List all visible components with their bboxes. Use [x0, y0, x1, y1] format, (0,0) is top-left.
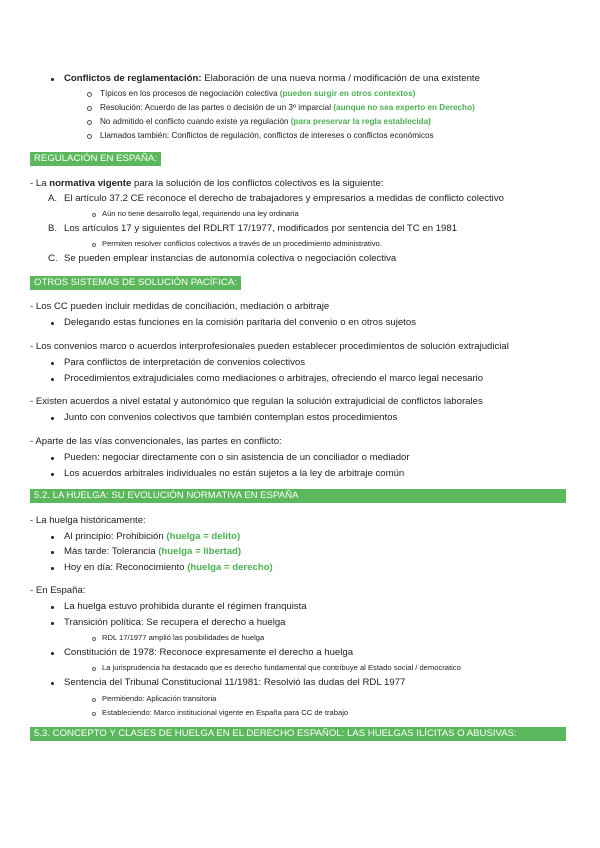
bullet-hoy-en-dia [64, 561, 273, 575]
paragraph-convenios-marco: - Los convenios marco o acuerdos interprofesionales pueden establecer procedimientos de solución extrajudicial [30, 341, 509, 352]
bullet-junto-convenios: Junto con convenios colectivos que también contemplan estos procedimientos [64, 412, 398, 423]
section-heading-otros-sistemas: OTROS SISTEMAS DE SOLUCIÓN PACÍFICA: [30, 276, 241, 290]
term-normativa-vigente: normativa vigente [49, 178, 132, 189]
bullet-conflictos-interpretacion: Para conflictos de interpretación de convenios colectivos [64, 357, 306, 368]
text-no-admitido: No admitido el conflicto cuando existe ya regulación [100, 117, 291, 126]
sub-item-jurisprudencia: La jurisprudencia ha destacado que es derecho fundamental que contribuye al Estado social / democratico [102, 661, 461, 675]
note-no-admitido: (para preservar la regla establecida) [290, 117, 431, 126]
list-marker-b: B. [48, 223, 58, 234]
bullet-comision-paritaria: Delegando estas funciones en la comisión paritaria del convenio o en otros sujetos [64, 317, 416, 328]
section-heading-regulacion: REGULACIÓN EN ESPAÑA: [30, 152, 161, 166]
sub-item-resolucion [100, 101, 475, 115]
bullet-procedimientos-extrajudiciales: Procedimientos extrajudiciales como mediaciones o arbitrajes, ofreciendo el marco legal necesario [64, 373, 484, 384]
sub-item-tipicos [100, 87, 415, 101]
text-llamados: Llamados también: Conflictos de regulación, conflictos de intereses o conflictos económicos [100, 131, 434, 140]
paragraph-normativa-vigente [30, 177, 384, 191]
bullet-transicion-politica: Transición política: Se recupera el derecho a huelga [64, 617, 286, 628]
section-heading-concepto-clases: 5.3. CONCEPTO Y CLASES DE HUELGA EN EL DERECHO ESPAÑOL: LAS HUELGAS ILÍCITAS O ABUSIVAS: [30, 727, 566, 741]
paragraph-aparte-vias: - Aparte de las vías convencionales, las partes en conflicto: [30, 436, 282, 447]
text-rest: para la solución de los conflictos colectivos es la siguiente: [131, 178, 384, 189]
bullet-huelga-prohibida: La huelga estuvo prohibida durante el régimen franquista [64, 601, 307, 612]
sub-item-rdl-1977: RDL 17/1977 amplió las posibilidades de huelga [102, 631, 264, 645]
bullet-constitucion-1978: Constitución de 1978: Reconoce expresamente el derecho a huelga [64, 647, 354, 658]
text-conflictos-reglamentacion: Elaboración de una nueva norma / modificación de una existente [201, 73, 480, 84]
bullet-conflictos-reglamentacion [64, 72, 480, 86]
note-huelga-derecho: (huelga = derecho) [187, 562, 273, 573]
list-item-a: El artículo 37.2 CE reconoce el derecho de trabajadores y empresarios a medidas de conflicto colectivo [64, 193, 504, 204]
sub-item-estableciendo: Estableciendo: Marco institucional vigente en España para CC de trabajo [102, 706, 348, 720]
bullet-al-principio [64, 530, 240, 544]
section-heading-huelga-evolucion: 5.2. LA HUELGA: SU EVOLUCIÓN NORMATIVA EN ESPAÑA [30, 489, 566, 503]
bullet-acuerdos-arbitrales: Los acuerdos arbitrales individuales no están sujetos a la ley de arbitraje común [64, 468, 405, 479]
sub-item-llamados [100, 129, 434, 143]
paragraph-huelga-historicamente: - La huelga históricamente: [30, 515, 146, 526]
paragraph-acuerdos-estatal: - Existen acuerdos a nivel estatal y autonómico que regulan la solución extrajudicial de conflictos laborales [30, 396, 483, 407]
list-item-b: Los artículos 17 y siguientes del RDLRT 17/1977, modificados por sentencia del TC en 1981 [64, 223, 458, 234]
paragraph-en-espana: - En España: [30, 585, 86, 596]
text-resolucion: Resolución: Acuerdo de las partes o decisión de un 3º imparcial [100, 103, 334, 112]
list-marker-c: C. [48, 253, 58, 264]
sub-item-permitiendo: Permitiendo: Aplicación transitoria [102, 692, 216, 706]
note-tipicos: (pueden surgir en otros contextos) [279, 89, 416, 98]
sub-item-procedimiento-administrativo: Permiten resolver conflictos colectivos a través de un procedimiento administrativo. [102, 237, 382, 251]
text-pre: - La [30, 178, 50, 189]
bullet-pueden-negociar: Pueden: negociar directamente con o sin asistencia de un conciliador o mediador [64, 452, 410, 463]
text-hoy-en-dia: Hoy en día: Reconocimiento [64, 562, 188, 573]
list-item-c: Se pueden emplear instancias de autonomía colectiva o negociación colectiva [64, 253, 397, 264]
bullet-sentencia-tc: Sentencia del Tribunal Constitucional 11/1981: Resolvió las dudas del RDL 1977 [64, 677, 406, 688]
paragraph-cc-medidas: - Los CC pueden incluir medidas de conciliación, mediación o arbitraje [30, 301, 330, 312]
sub-item-desarrollo-legal: Aún no tiene desarrollo legal, requiriendo una ley ordinaria [102, 207, 299, 221]
text-mas-tarde: Más tarde: Tolerancia [64, 546, 159, 557]
note-resolucion: (aunque no sea experto en Derecho) [333, 103, 475, 112]
bullet-mas-tarde [64, 545, 241, 559]
list-marker-a: A. [48, 193, 58, 204]
text-tipicos: Típicos en los procesos de negociación colectiva [100, 89, 280, 98]
note-huelga-delito: (huelga = delito) [166, 531, 241, 542]
text-al-principio: Al principio: Prohibición [64, 531, 167, 542]
note-huelga-libertad: (huelga = libertad) [158, 546, 242, 557]
term-conflictos-reglamentacion: Conflictos de reglamentación: [64, 73, 202, 84]
sub-item-no-admitido [100, 115, 431, 129]
